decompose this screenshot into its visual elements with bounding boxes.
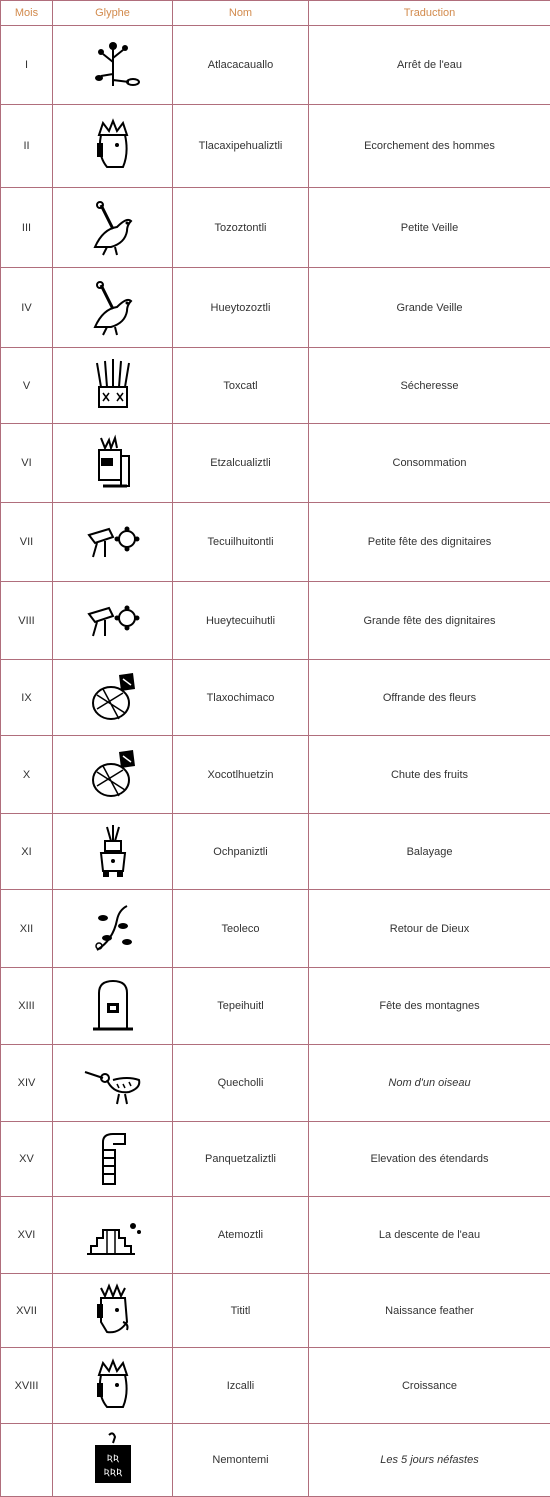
cell-glyphe <box>53 1045 173 1122</box>
table-row <box>1 736 550 814</box>
table-row <box>1 188 550 268</box>
banner-glyph <box>83 1130 143 1188</box>
cell-mois: II <box>1 105 53 188</box>
header-traduction: Traduction <box>309 1 550 26</box>
table-row <box>1 968 550 1045</box>
cell-nom: Nemontemi <box>173 1424 309 1497</box>
cell-glyphe <box>53 424 173 503</box>
table-row <box>1 660 550 736</box>
table-row <box>1 1424 550 1497</box>
cell-traduction: Chute des fruits <box>309 736 550 814</box>
table-row <box>1 1197 550 1274</box>
header-mois: Mois <box>1 1 53 26</box>
cell-mois: I <box>1 26 53 105</box>
cell-mois: III <box>1 188 53 268</box>
knot-and-ring-glyph <box>83 513 143 571</box>
cell-traduction: Grande fête des dignitaires <box>309 582 550 660</box>
cell-traduction: Croissance <box>309 1348 550 1424</box>
cell-traduction: Ecorchement des hommes <box>309 105 550 188</box>
cell-nom: Atemoztli <box>173 1197 309 1274</box>
table-row <box>1 1045 550 1122</box>
table-row <box>1 348 550 424</box>
cell-glyphe <box>53 736 173 814</box>
dry-grass-bundle-glyph <box>83 357 143 415</box>
cell-mois: VI <box>1 424 53 503</box>
table-row <box>1 105 550 188</box>
footprints-branch-glyph <box>83 900 143 958</box>
cell-glyphe <box>53 268 173 348</box>
cell-traduction: Grande Veille <box>309 268 550 348</box>
cell-traduction: Petite Veille <box>309 188 550 268</box>
long-beaked-bird-glyph <box>83 1054 143 1112</box>
table-row <box>1 26 550 105</box>
table-row <box>1 424 550 503</box>
knot-and-ring-glyph <box>83 592 143 650</box>
cell-glyphe <box>53 582 173 660</box>
cell-traduction: Offrande des fleurs <box>309 660 550 736</box>
cell-traduction: Arrêt de l'eau <box>309 26 550 105</box>
cell-nom: Panquetzaliztli <box>173 1122 309 1197</box>
cell-nom: Teoleco <box>173 890 309 968</box>
cell-glyphe <box>53 890 173 968</box>
cell-nom: Ochpaniztli <box>173 814 309 890</box>
cell-traduction: Balayage <box>309 814 550 890</box>
cell-traduction: Fête des montagnes <box>309 968 550 1045</box>
cell-nom: Tepeihuitl <box>173 968 309 1045</box>
table-row <box>1 1122 550 1197</box>
cell-mois: XVII <box>1 1274 53 1348</box>
old-head-glyph <box>83 1282 143 1340</box>
cell-traduction: Sécheresse <box>309 348 550 424</box>
cell-nom: Hueytecuihutli <box>173 582 309 660</box>
cell-mois: XI <box>1 814 53 890</box>
table-row <box>1 1348 550 1424</box>
cell-glyphe <box>53 1348 173 1424</box>
cell-nom: Izcalli <box>173 1348 309 1424</box>
cell-nom: Quecholli <box>173 1045 309 1122</box>
cell-traduction: Petite fête des dignitaires <box>309 503 550 582</box>
mummy-bundle-glyph <box>83 746 143 804</box>
cell-mois: IX <box>1 660 53 736</box>
table-row <box>1 268 550 348</box>
table-row <box>1 582 550 660</box>
cell-mois: XVI <box>1 1197 53 1274</box>
table-row <box>1 814 550 890</box>
cell-nom: Toxcatl <box>173 348 309 424</box>
header-glyphe: Glyphe <box>53 1 173 26</box>
broom-figure-glyph <box>83 823 143 881</box>
cell-traduction: Les 5 jours néfastes <box>309 1424 550 1497</box>
crowned-head-glyph <box>83 117 143 175</box>
mummy-bundle-glyph <box>83 669 143 727</box>
stepped-temple-glyph <box>83 1206 143 1264</box>
header-row <box>1 1 550 26</box>
cell-traduction: Naissance feather <box>309 1274 550 1348</box>
table-row <box>1 1274 550 1348</box>
cell-mois: XIII <box>1 968 53 1045</box>
cell-nom: Tecuilhuitontli <box>173 503 309 582</box>
cell-traduction: Consommation <box>309 424 550 503</box>
cell-nom: Tititl <box>173 1274 309 1348</box>
cell-mois: XIV <box>1 1045 53 1122</box>
cell-glyphe <box>53 660 173 736</box>
cell-nom: Tozoztontli <box>173 188 309 268</box>
cell-glyphe <box>53 1122 173 1197</box>
cell-mois: X <box>1 736 53 814</box>
cell-mois <box>1 1424 53 1497</box>
mountain-bell-glyph <box>83 977 143 1035</box>
crowned-head-glyph <box>83 1357 143 1415</box>
cell-mois: VIII <box>1 582 53 660</box>
cell-traduction: Nom d'un oiseau <box>309 1045 550 1122</box>
cell-glyphe <box>53 26 173 105</box>
table-row <box>1 890 550 968</box>
cell-mois: XV <box>1 1122 53 1197</box>
cell-nom: Xocotlhuetzin <box>173 736 309 814</box>
cell-glyphe <box>53 348 173 424</box>
cell-mois: IV <box>1 268 53 348</box>
cell-glyphe <box>53 1274 173 1348</box>
cell-traduction: La descente de l'eau <box>309 1197 550 1274</box>
cell-glyphe <box>53 1424 173 1497</box>
bird-with-bone-glyph <box>83 199 143 257</box>
cell-mois: V <box>1 348 53 424</box>
cell-mois: VII <box>1 503 53 582</box>
cell-mois: XVIII <box>1 1348 53 1424</box>
svg-text:ƦƦ: ƦƦ <box>106 1454 119 1464</box>
cell-nom: Etzalcualiztli <box>173 424 309 503</box>
cell-nom: Hueytozoztli <box>173 268 309 348</box>
cell-traduction: Elevation des étendards <box>309 1122 550 1197</box>
header-nom: Nom <box>173 1 309 26</box>
cell-traduction: Retour de Dieux <box>309 890 550 968</box>
cell-glyphe <box>53 814 173 890</box>
cell-nom: Tlaxochimaco <box>173 660 309 736</box>
bird-with-bone-glyph <box>83 279 143 337</box>
cell-glyphe <box>53 188 173 268</box>
head-with-bowl-glyph <box>83 434 143 492</box>
cell-mois: XII <box>1 890 53 968</box>
black-square-glyph <box>83 1431 143 1489</box>
cell-nom: Tlacaxipehualiztli <box>173 105 309 188</box>
cell-glyphe <box>53 503 173 582</box>
table-row <box>1 503 550 582</box>
cell-glyphe <box>53 1197 173 1274</box>
cell-glyphe <box>53 968 173 1045</box>
flowering-plant-glyph <box>83 36 143 94</box>
svg-text:ƦƦƦ: ƦƦƦ <box>103 1468 122 1478</box>
cell-nom: Atlacacauallo <box>173 26 309 105</box>
cell-glyphe <box>53 105 173 188</box>
